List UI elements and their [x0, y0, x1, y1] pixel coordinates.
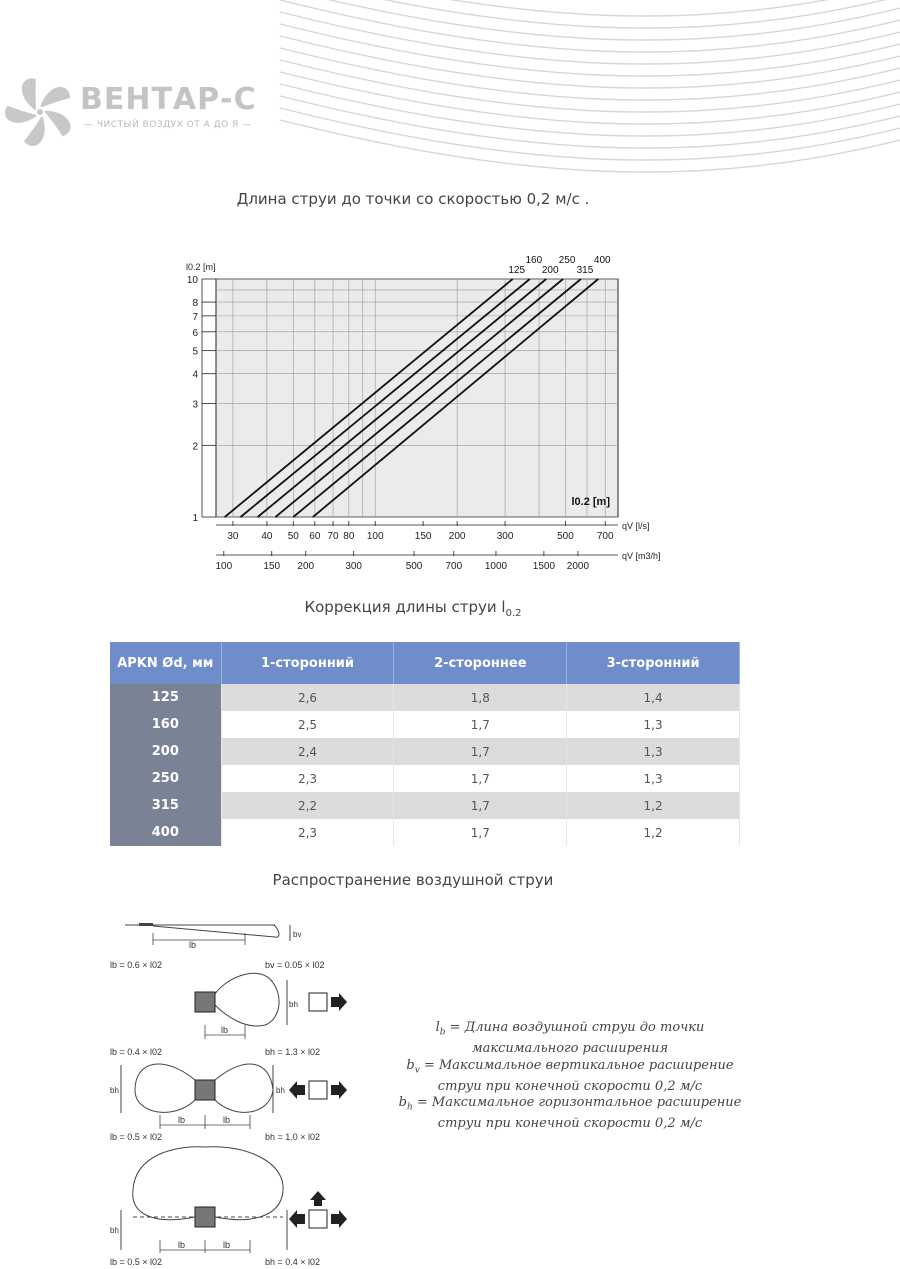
inner-label: l0.2 [m] — [571, 496, 610, 508]
y-tick-label: 2 — [192, 441, 198, 453]
legend-bh-text: = Максимальное горизонтальное расширение — [412, 1095, 742, 1111]
x-tick-label-ls: 40 — [261, 531, 273, 542]
series-label-200: 200 — [541, 265, 559, 276]
series-label-160: 160 — [525, 255, 543, 266]
d3-bh-label-right: bh — [276, 1086, 285, 1095]
spread-three-sided-diagram — [121, 1147, 347, 1253]
table-row — [110, 711, 740, 738]
series-label-315: 315 — [576, 265, 594, 276]
table-header-row — [110, 642, 740, 684]
x-tick-label-m3h: 100 — [215, 561, 233, 572]
d3-lb-label-right: lb — [223, 1115, 231, 1125]
legend-line-6: струи при конечной скорости 0,2 м/с — [437, 1116, 703, 1132]
legend-line-5 — [380, 1095, 760, 1116]
x-axis-label-m3h: qV [m3/h] — [622, 551, 661, 561]
d4-right-formula: bh = 0.4 × l02 — [265, 1257, 321, 1267]
legend-lb-sub: b — [439, 1027, 446, 1038]
correction-heading-text: Коррекция длины струи l — [304, 598, 506, 616]
table-row — [110, 684, 740, 711]
legend-bh-symbol: b — [398, 1095, 407, 1111]
table-cell: 1,3 — [567, 711, 740, 738]
x-tick-label-m3h: 500 — [405, 561, 423, 572]
table-body — [110, 684, 740, 846]
spread-two-sided-diagram — [121, 1064, 347, 1129]
d2-bh-label: bh — [289, 1000, 298, 1009]
series-label-125: 125 — [508, 265, 526, 276]
x-tick-label-ls: 50 — [287, 531, 299, 542]
y-tick-label: 6 — [192, 327, 198, 339]
diameter-cell: 400 — [110, 819, 221, 846]
x-tick-label-ls: 300 — [496, 531, 514, 542]
spread-diagram — [105, 915, 365, 1269]
table-cell: 2,2 — [221, 792, 394, 819]
d3-left-formula: lb = 0.5 × l02 — [110, 1132, 163, 1142]
throw-length-heading: Длина струи до точки со скоростью 0,2 м/с . — [236, 190, 590, 208]
x-tick-label-m3h: 200 — [297, 561, 315, 572]
col-header-two-sided: 2-стороннее — [394, 642, 567, 684]
table-cell: 1,3 — [567, 765, 740, 792]
y-tick-label: 4 — [192, 369, 198, 381]
x-tick-label-m3h: 700 — [445, 561, 463, 572]
table-cell: 2,3 — [221, 765, 394, 792]
x-tick-label-ls: 80 — [343, 531, 355, 542]
x-tick-label-ls: 500 — [557, 531, 574, 542]
d2-lb-label: lb — [221, 1025, 229, 1035]
table-cell: 1,7 — [394, 765, 567, 792]
col-header-three-sided: 3-сторонний — [567, 642, 740, 684]
table-cell: 1,4 — [567, 684, 740, 711]
spread-heading: Распространение воздушной струи — [272, 871, 554, 889]
x-axis-label-ls: qV [l/s] — [622, 521, 650, 531]
y-tick-label: 5 — [192, 346, 198, 358]
d3-right-formula: bh = 1.0 × l02 — [265, 1132, 321, 1142]
d2-left-formula: lb = 0.4 × l02 — [110, 1047, 163, 1057]
x-tick-label-m3h: 2000 — [566, 561, 590, 572]
x-tick-label-ls: 700 — [596, 531, 614, 542]
table-row — [110, 819, 740, 846]
brand-name: ВЕНТАР-С — [80, 82, 257, 117]
diameter-cell: 125 — [110, 684, 221, 711]
table-row — [110, 765, 740, 792]
d4-lb-label-left: lb — [178, 1240, 186, 1250]
y-tick-label: 10 — [186, 275, 198, 286]
correction-table — [110, 642, 740, 846]
x-tick-label-ls: 70 — [327, 531, 339, 542]
table-cell: 1,7 — [394, 819, 567, 846]
legend-line-3 — [380, 1058, 760, 1079]
table-cell: 1,3 — [567, 738, 740, 765]
table-row — [110, 792, 740, 819]
correction-heading-sub: 0.2 — [505, 608, 522, 619]
legend-line-2: максимального расширения — [471, 1041, 669, 1057]
throw-chart — [180, 250, 670, 580]
d4-lb-label-right: lb — [223, 1240, 231, 1250]
spread-vertical-diagram — [125, 923, 290, 945]
table-cell: 1,7 — [394, 711, 567, 738]
legend-bv-symbol: b — [406, 1057, 415, 1073]
y-tick-label: 8 — [192, 298, 198, 310]
table-cell: 1,2 — [567, 792, 740, 819]
d1-right-formula: bv = 0.05 × l02 — [265, 960, 325, 970]
table-cell: 2,3 — [221, 819, 394, 846]
diameter-cell: 315 — [110, 792, 221, 819]
table-cell: 2,4 — [221, 738, 394, 765]
fan-icon — [4, 76, 76, 148]
table-row — [110, 738, 740, 765]
d3-bh-label-left: bh — [110, 1086, 119, 1095]
deco-stripe — [280, 0, 900, 16]
y-tick-label: 7 — [192, 311, 198, 323]
d1-left-formula: lb = 0.6 × l02 — [110, 960, 163, 970]
y-tick-label: 3 — [192, 399, 198, 411]
x-tick-label-m3h: 300 — [345, 561, 363, 572]
spread-one-sided-diagram — [195, 973, 347, 1039]
deco-stripe — [280, 0, 900, 40]
x-tick-label-m3h: 1000 — [484, 561, 508, 572]
legend-lb-text: = Длина воздушной струи до точки — [445, 1020, 705, 1035]
table-cell: 1,7 — [394, 738, 567, 765]
brand-tagline: — ЧИСТЫЙ ВОЗДУХ ОТ А ДО Я — — [84, 120, 252, 130]
table-cell: 2,6 — [221, 684, 394, 711]
legend-bv-text: = Максимальное вертикальное расширение — [419, 1057, 734, 1073]
col-header-one-sided: 1-сторонний — [221, 642, 394, 684]
series-label-400: 400 — [593, 255, 611, 266]
col-header-diameter: APKN Ød, мм — [110, 642, 221, 684]
d4-bh-label: bh — [110, 1226, 119, 1235]
d2-right-formula: bh = 1.3 × l02 — [265, 1047, 321, 1057]
x-tick-label-ls: 100 — [366, 531, 384, 542]
diameter-cell: 160 — [110, 711, 221, 738]
y-axis-label: l0.2 [m] — [186, 262, 216, 272]
legend — [380, 1020, 760, 1133]
diameter-cell: 250 — [110, 765, 221, 792]
d1-bv-label: bv — [293, 930, 302, 939]
legend-lb-symbol: l — [435, 1020, 440, 1035]
table-cell: 2,5 — [221, 711, 394, 738]
d3-lb-label-left: lb — [178, 1115, 186, 1125]
table-cell: 1,7 — [394, 792, 567, 819]
legend-line-1 — [380, 1020, 760, 1041]
x-tick-label-ls: 60 — [309, 531, 321, 542]
x-tick-label-ls: 200 — [448, 531, 466, 542]
legend-bh-sub: h — [406, 1102, 413, 1113]
table-cell: 1,2 — [567, 819, 740, 846]
table-cell: 1,8 — [394, 684, 567, 711]
diameter-cell: 200 — [110, 738, 221, 765]
x-tick-label-m3h: 1500 — [532, 561, 556, 572]
x-tick-label-ls: 30 — [227, 531, 239, 542]
d1-lb-label: lb — [189, 940, 197, 950]
plot-area — [216, 279, 618, 517]
d4-left-formula: lb = 0.5 × l02 — [110, 1257, 163, 1267]
legend-line-4: струи при конечной скорости 0,2 м/с — [437, 1078, 703, 1094]
y-tick-label: 1 — [192, 513, 198, 524]
series-label-250: 250 — [558, 255, 576, 266]
legend-bv-sub: v — [414, 1065, 420, 1076]
x-tick-label-ls: 150 — [414, 531, 432, 542]
correction-heading — [0, 598, 826, 619]
x-tick-label-m3h: 150 — [263, 561, 281, 572]
